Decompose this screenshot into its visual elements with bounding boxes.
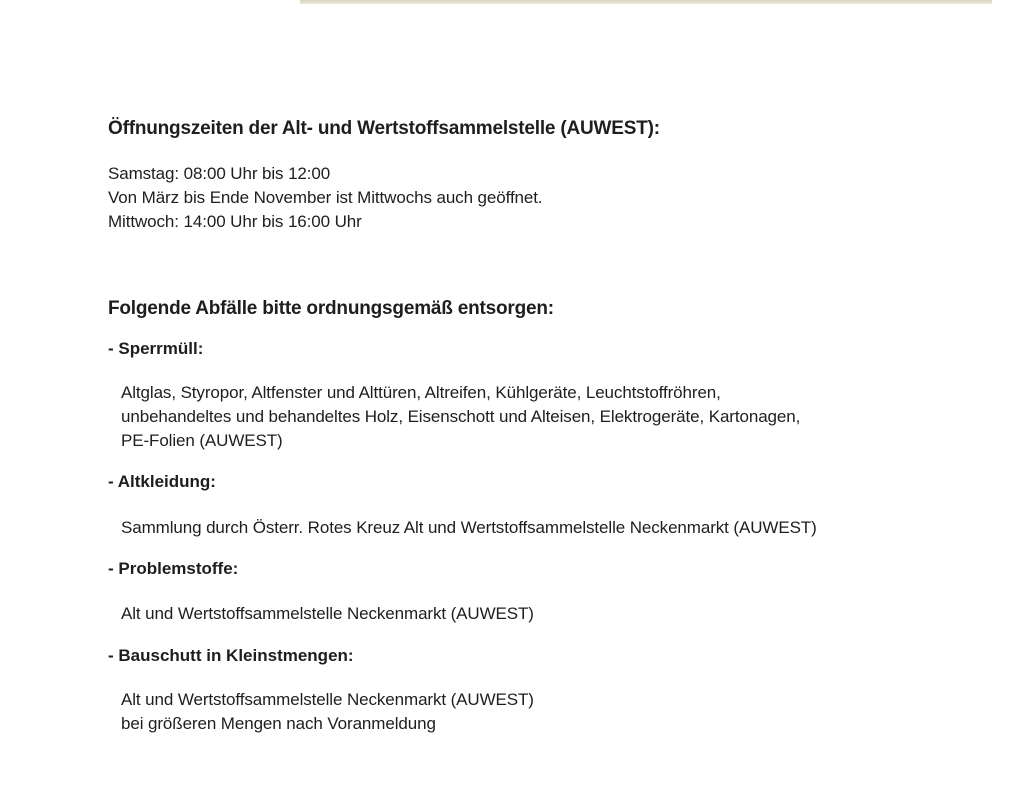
category-text-line: PE-Folien (AUWEST) (121, 431, 283, 450)
disposal-heading: Folgende Abfälle bitte ordnungsgemäß entsorgen: (108, 298, 554, 319)
category-text-line: bei größeren Mengen nach Voranmeldung (121, 714, 436, 733)
category-text-line: Sammlung durch Österr. Rotes Kreuz Alt und Wertstoffsammelstelle Neckenmarkt (AUWEST) (121, 518, 817, 537)
category-text-line: unbehandeltes und behandeltes Holz, Eisenschott und Alteisen, Elektrogeräte, Kartonagen, (121, 407, 801, 426)
category-text-line: Alt und Wertstoffsammelstelle Neckenmarkt (AUWEST) (121, 690, 534, 709)
opening-hours-line: Von März bis Ende November ist Mittwochs auch geöffnet. (108, 188, 543, 207)
scan-top-edge (300, 0, 992, 4)
category-text-line: Alt und Wertstoffsammelstelle Neckenmarkt (AUWEST) (121, 604, 534, 623)
category-text-line: Altglas, Styropor, Altfenster und Alttüren, Altreifen, Kühlgeräte, Leuchtstoffröhren, (121, 383, 721, 402)
opening-hours-line: Samstag: 08:00 Uhr bis 12:00 (108, 164, 331, 183)
opening-hours-heading: Öffnungszeiten der Alt- und Wertstoffsammelstelle (AUWEST): (108, 118, 660, 139)
category-label: - Altkleidung: (108, 472, 216, 491)
category-label: - Bauschutt in Kleinstmengen: (108, 646, 354, 665)
category-label: - Sperrmüll: (108, 339, 204, 358)
opening-hours-line: Mittwoch: 14:00 Uhr bis 16:00 Uhr (108, 212, 362, 231)
category-label: - Problemstoffe: (108, 559, 239, 578)
